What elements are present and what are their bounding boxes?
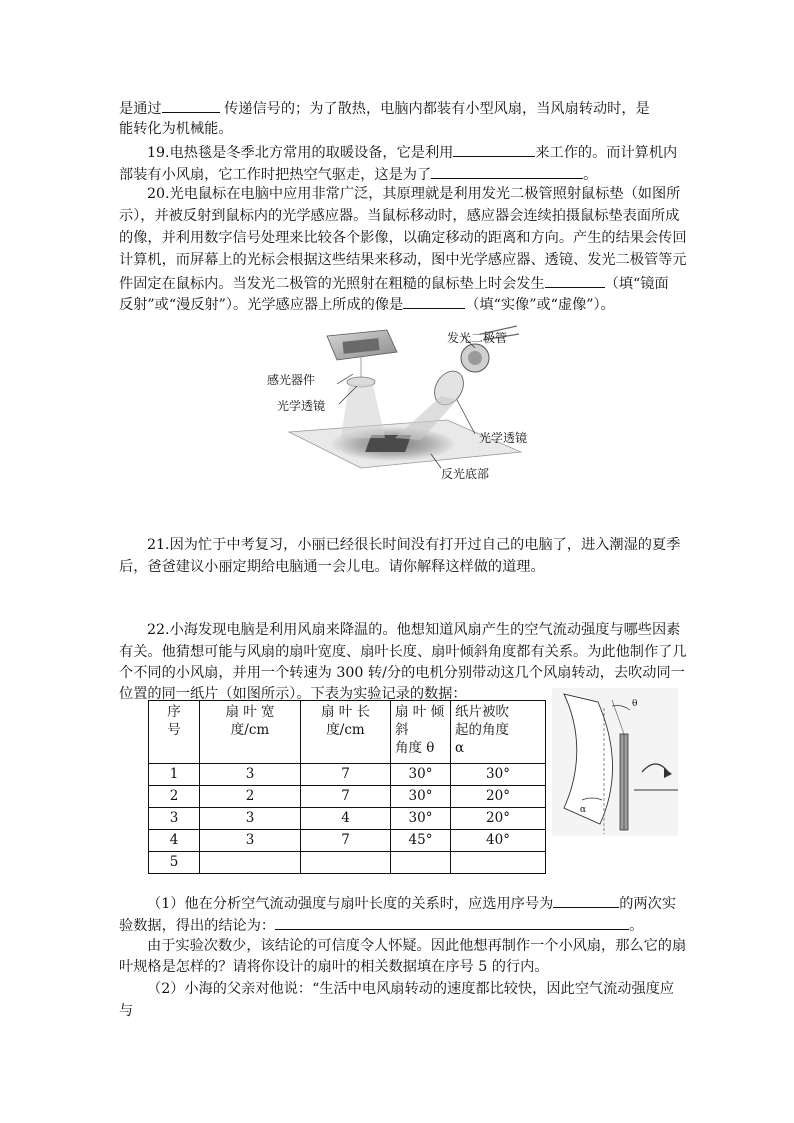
cell-seq: 4 xyxy=(149,830,200,852)
text: 反射”或“漫反射”）。光学感应器上所成的像是 xyxy=(119,297,404,313)
cell-tilt: 30° xyxy=(391,764,451,786)
q18-line-1 xyxy=(119,97,650,119)
q21-line-2: 后，爸爸建议小丽定期给电脑通一会儿电。请你解释这样做的道理。 xyxy=(119,559,545,575)
cell-width: 3 xyxy=(200,830,301,852)
label-lens-right: 光学透镜 xyxy=(479,431,528,445)
q22-line-1: 22.小海发现电脑是利用风扇来降温的。他想知道风扇产生的空气流动强度与哪些因素 xyxy=(147,622,681,638)
cell-angle[interactable] xyxy=(451,852,546,874)
cell-angle: 40° xyxy=(451,830,546,852)
cell-length[interactable] xyxy=(301,852,391,874)
q22-line-3: 个不同的小风扇，并用一个转速为 300 转/分的电机分别带动这几个风扇转动，去吹动同一 xyxy=(119,665,685,681)
cell-width: 2 xyxy=(200,786,301,808)
text: 。 xyxy=(629,918,644,934)
q19-line-2 xyxy=(119,163,597,185)
answer-blank[interactable] xyxy=(453,141,535,157)
text: （填“实像”或“虚像”）。 xyxy=(465,297,615,313)
q22-p2-line-1: （2）小海的父亲对他说：“生活中电风扇转动的速度都比较快，因此空气流动强度应 xyxy=(147,981,675,997)
q18-line-2: 能转化为机械能。 xyxy=(119,121,233,137)
text: （填“镜面 xyxy=(604,276,669,292)
alpha-label: α xyxy=(580,805,587,815)
q20-line-4: 计算机，而屏幕上的光标会根据这些结果来移动，图中光学感应器、透镜、发光二极管等元 xyxy=(119,252,687,268)
q21-line-1: 21.因为忙于中考复习，小丽已经很长时间没有打开过自己的电脑了，进入潮湿的夏季 xyxy=(147,537,681,553)
header-tilt: 扇 叶 倾 斜 角度 θ xyxy=(391,701,451,764)
q19-line-1 xyxy=(147,141,677,163)
answer-blank[interactable] xyxy=(275,914,629,930)
label-sensor: 感光器件 xyxy=(267,373,316,387)
cell-seq: 1 xyxy=(149,764,200,786)
table-row xyxy=(149,830,546,852)
cell-width[interactable] xyxy=(200,852,301,874)
answer-blank[interactable] xyxy=(545,272,605,288)
cell-length: 7 xyxy=(301,764,391,786)
q22-p1-line-2 xyxy=(119,914,643,936)
q22-line-4: 位置的同一纸片（如图所示）。下表为实验记录的数据： xyxy=(119,686,467,702)
text: 是通过 xyxy=(119,101,162,117)
cell-angle: 20° xyxy=(451,808,546,830)
text: 件固定在鼠标内。当发光二极管的光照射在粗糙的鼠标垫上时会发生 xyxy=(119,276,545,292)
text: 的两次实 xyxy=(619,896,677,912)
theta-label: θ xyxy=(632,699,638,709)
header-length: 扇 叶 长 度/cm xyxy=(301,701,391,764)
cell-angle: 30° xyxy=(451,764,546,786)
q22-p1-line-4: 叶规格是怎样的？请将你设计的扇叶的相关数据填在序号 5 的行内。 xyxy=(119,959,549,975)
cell-length: 7 xyxy=(301,786,391,808)
cell-tilt: 30° xyxy=(391,808,451,830)
cell-tilt: 45° xyxy=(391,830,451,852)
label-led: 发光二极管 xyxy=(447,331,508,345)
text: （1）他在分析空气流动强度与扇叶长度的关系时，应选用序号为 xyxy=(147,896,554,912)
q22-p1-line-1 xyxy=(147,892,676,914)
cell-length: 7 xyxy=(301,830,391,852)
q22-line-2: 有关。他猜想可能与风扇的扇叶宽度、扇叶长度、扇叶倾斜角度都有关系。为此他制作了几 xyxy=(119,644,687,660)
q20-line-2: 示），并被反射到鼠标内的光学感应器。当鼠标移动时，感应器会连续拍摄鼠标垫表面所成 xyxy=(119,208,680,224)
answer-blank[interactable] xyxy=(431,163,583,179)
left-light-cone xyxy=(341,384,385,438)
cell-length: 4 xyxy=(301,808,391,830)
q20-line-1: 20.光电鼠标在电脑中应用非常广泛，其原理就是利用发光二极管照射鼠标垫（如图所 xyxy=(147,186,681,202)
answer-blank[interactable] xyxy=(553,892,619,908)
table-row xyxy=(149,786,546,808)
fan-paper-diagram xyxy=(552,688,678,836)
cell-width: 3 xyxy=(200,808,301,830)
experiment-table xyxy=(148,700,546,874)
table-row xyxy=(149,764,546,786)
header-width: 扇 叶 宽 度/cm xyxy=(200,701,301,764)
label-lens-left: 光学透镜 xyxy=(277,399,326,413)
q22-p2-line-2: 与 xyxy=(119,1003,134,1019)
cell-tilt[interactable] xyxy=(391,852,451,874)
text: 验数据，得出的结论为： xyxy=(119,918,276,934)
text: 部装有小风扇，它工作时把热空气驱走，这是为了 xyxy=(119,167,432,183)
table-header-row xyxy=(149,701,546,764)
text: 19.电热毯是冬季北方常用的取暖设备，它是利用 xyxy=(147,145,454,161)
cell-seq: 5 xyxy=(149,852,200,874)
header-seq: 序 号 xyxy=(149,701,200,764)
q20-line-5 xyxy=(119,272,669,294)
answer-blank[interactable] xyxy=(162,97,220,113)
q22-p1-line-3: 由于实验次数少，该结论的可信度令人怀疑。因此他想再制作一个小风扇，那么它的扇 xyxy=(147,938,687,954)
cell-tilt: 30° xyxy=(391,786,451,808)
cell-angle: 20° xyxy=(451,786,546,808)
label-base: 反光底部 xyxy=(441,467,490,481)
q20-line-3: 的像，并利用数字信号处理来比较各个影像，以确定移动的距离和方向。产生的结果会传回 xyxy=(119,230,687,246)
table-row xyxy=(149,852,546,874)
text: 来工作的。而计算机内 xyxy=(535,145,678,161)
header-angle: 纸片被吹 起的角度 α xyxy=(451,701,546,764)
text: 传递信号的；为了散热，电脑内都装有小型风扇，当风扇转动时，是 xyxy=(219,101,650,117)
cell-seq: 3 xyxy=(149,808,200,830)
cell-seq: 2 xyxy=(149,786,200,808)
optical-mouse-diagram xyxy=(267,326,528,486)
table-row xyxy=(149,808,546,830)
cell-width: 3 xyxy=(200,764,301,786)
q20-line-6 xyxy=(119,293,615,315)
text: 。 xyxy=(583,167,598,183)
answer-blank[interactable] xyxy=(403,293,465,309)
